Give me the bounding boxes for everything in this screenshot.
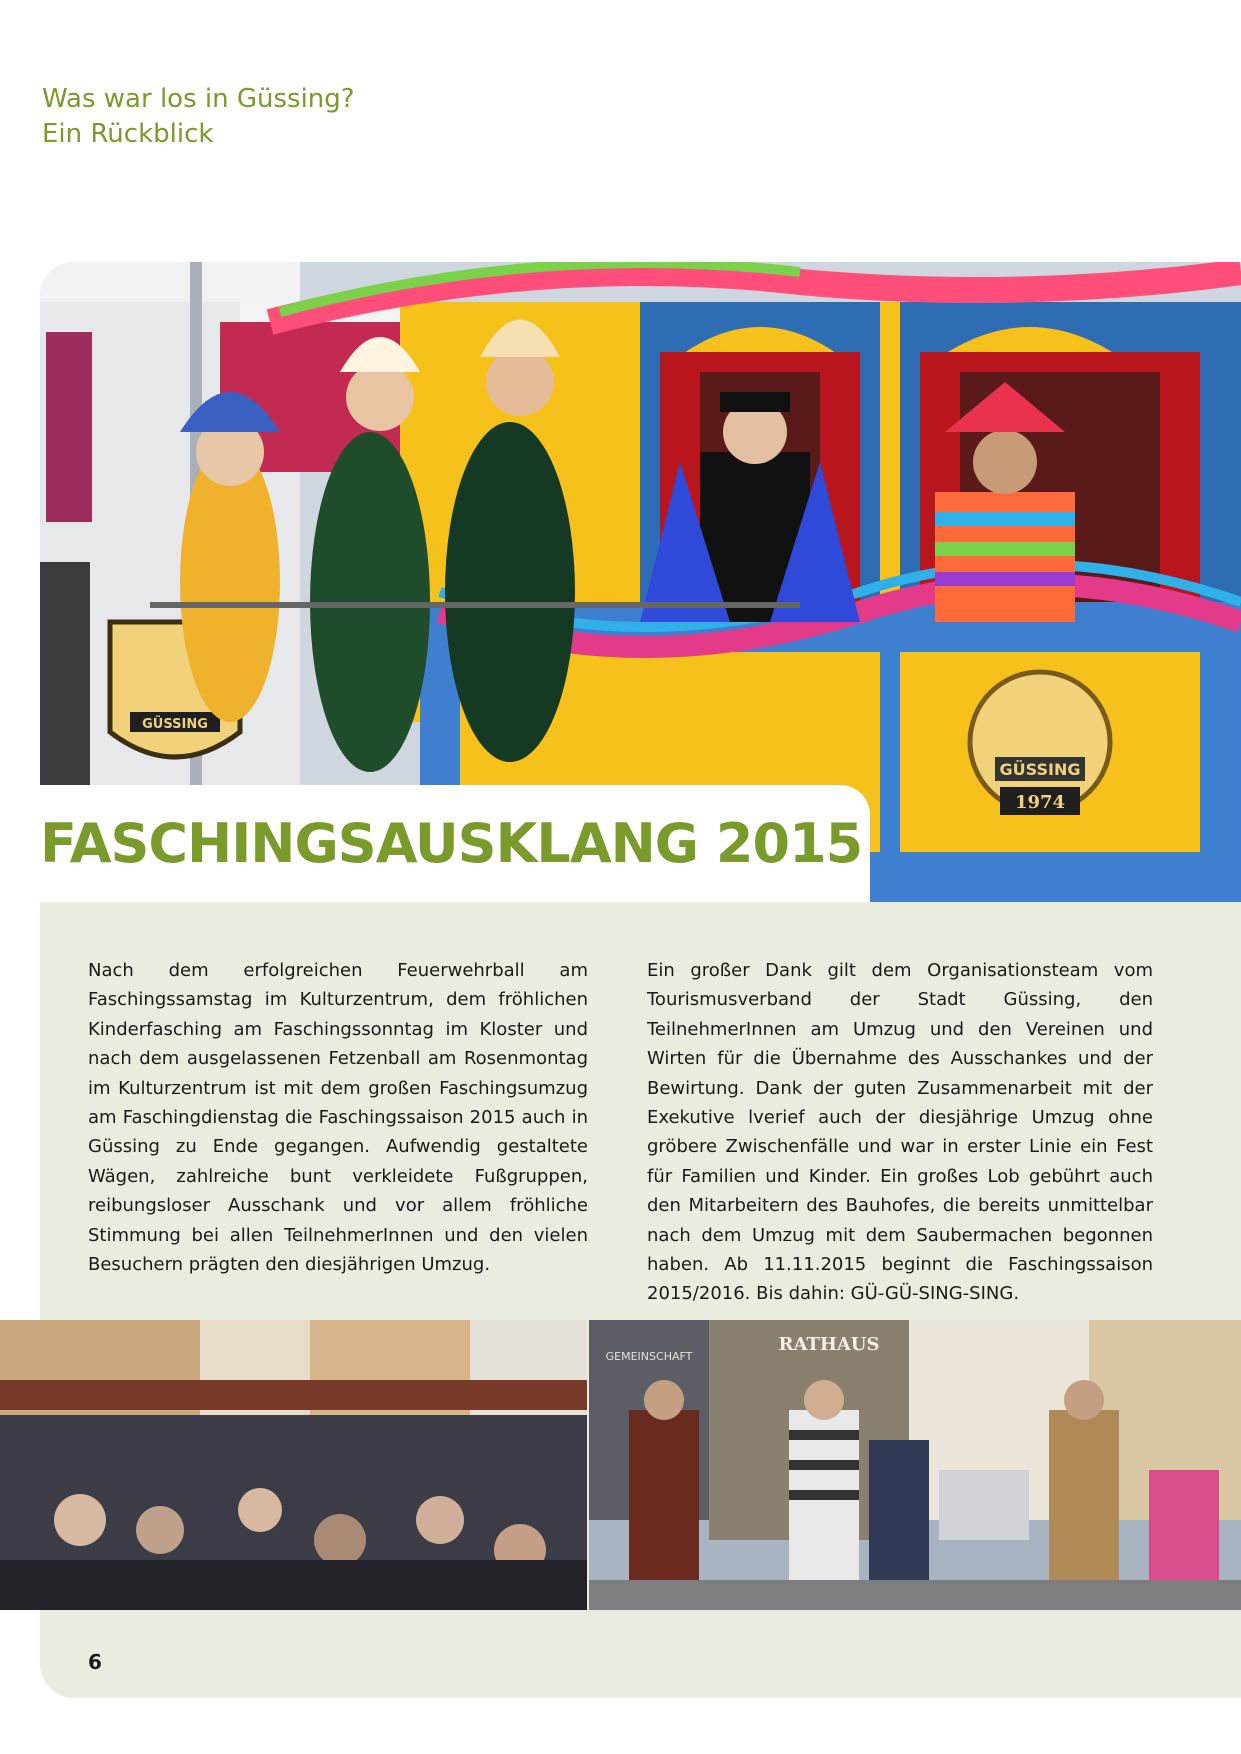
rathaus-sign: RATHAUS (778, 1334, 880, 1355)
hero-badge-year: 1974 (1014, 792, 1066, 813)
article-title: FASCHINGSAUSKLANG 2015 (40, 812, 863, 875)
article-column-left: Nach dem erfolgreichen Feuerwehrball am Faschingssamstag im Kulturzentrum, dem fröhlichen Kinderfasching am Faschingssonntag im Kloster und nach dem ausgelassenen Fetzenball am Rosenmontag im Kulturzentrum ist mit dem großen Faschingsumzug am Faschingdienstag die Faschingssaison 2015 auch in Güssing zu Ende gegangen. Aufwendig gestaltete Wägen, zahlreiche bunt verkleidete Fußgruppen, reibungsloser Ausschank und vor allem fröhliche Stimmung bei allen TeilnehmerInnen und den vielen Besuchern prägten den diesjährigen Umzug. (88, 960, 588, 1276)
page-number: 6 (88, 1650, 102, 1674)
shop-sign: GEMEINSCHAFT (605, 1350, 693, 1363)
hero-badge-text: GÜSSING (999, 760, 1081, 779)
kicker-line-2: Ein Rückblick (42, 119, 214, 149)
parade-band-photo (589, 1320, 1241, 1610)
section-kicker (42, 82, 355, 152)
crowd-photo (0, 1320, 587, 1610)
article-column-right: Ein großer Dank gilt dem Organisationsteam vom Tourismusverband der Stadt Güssing, den TeilnehmerInnen am Umzug und den Vereinen und Wirten für die Übernahme des Ausschankes und der Bewirtung. Dank der guten Zusammenarbeit mit der Exekutive lverief auch der diesjährige Umzug ohne gröbere Zwischenfälle und war in erster Linie ein Fest für Familien und Kinder. Ein großes Lob gebührt auch den Mitarbeitern des Bauhofes, die bereits unmittelbar nach dem Umzug mit dem Saubermachen begonnen haben. Ab 11.11.2015 beginnt die Faschingssaison 2015/2016. Bis dahin: GÜ-GÜ-SING-SING. (647, 960, 1153, 1305)
hero-shield-text: GÜSSING (142, 717, 208, 732)
bottom-photo-strip (0, 1320, 1241, 1610)
kicker-line-1: Was war los in Güssing? (42, 84, 355, 114)
